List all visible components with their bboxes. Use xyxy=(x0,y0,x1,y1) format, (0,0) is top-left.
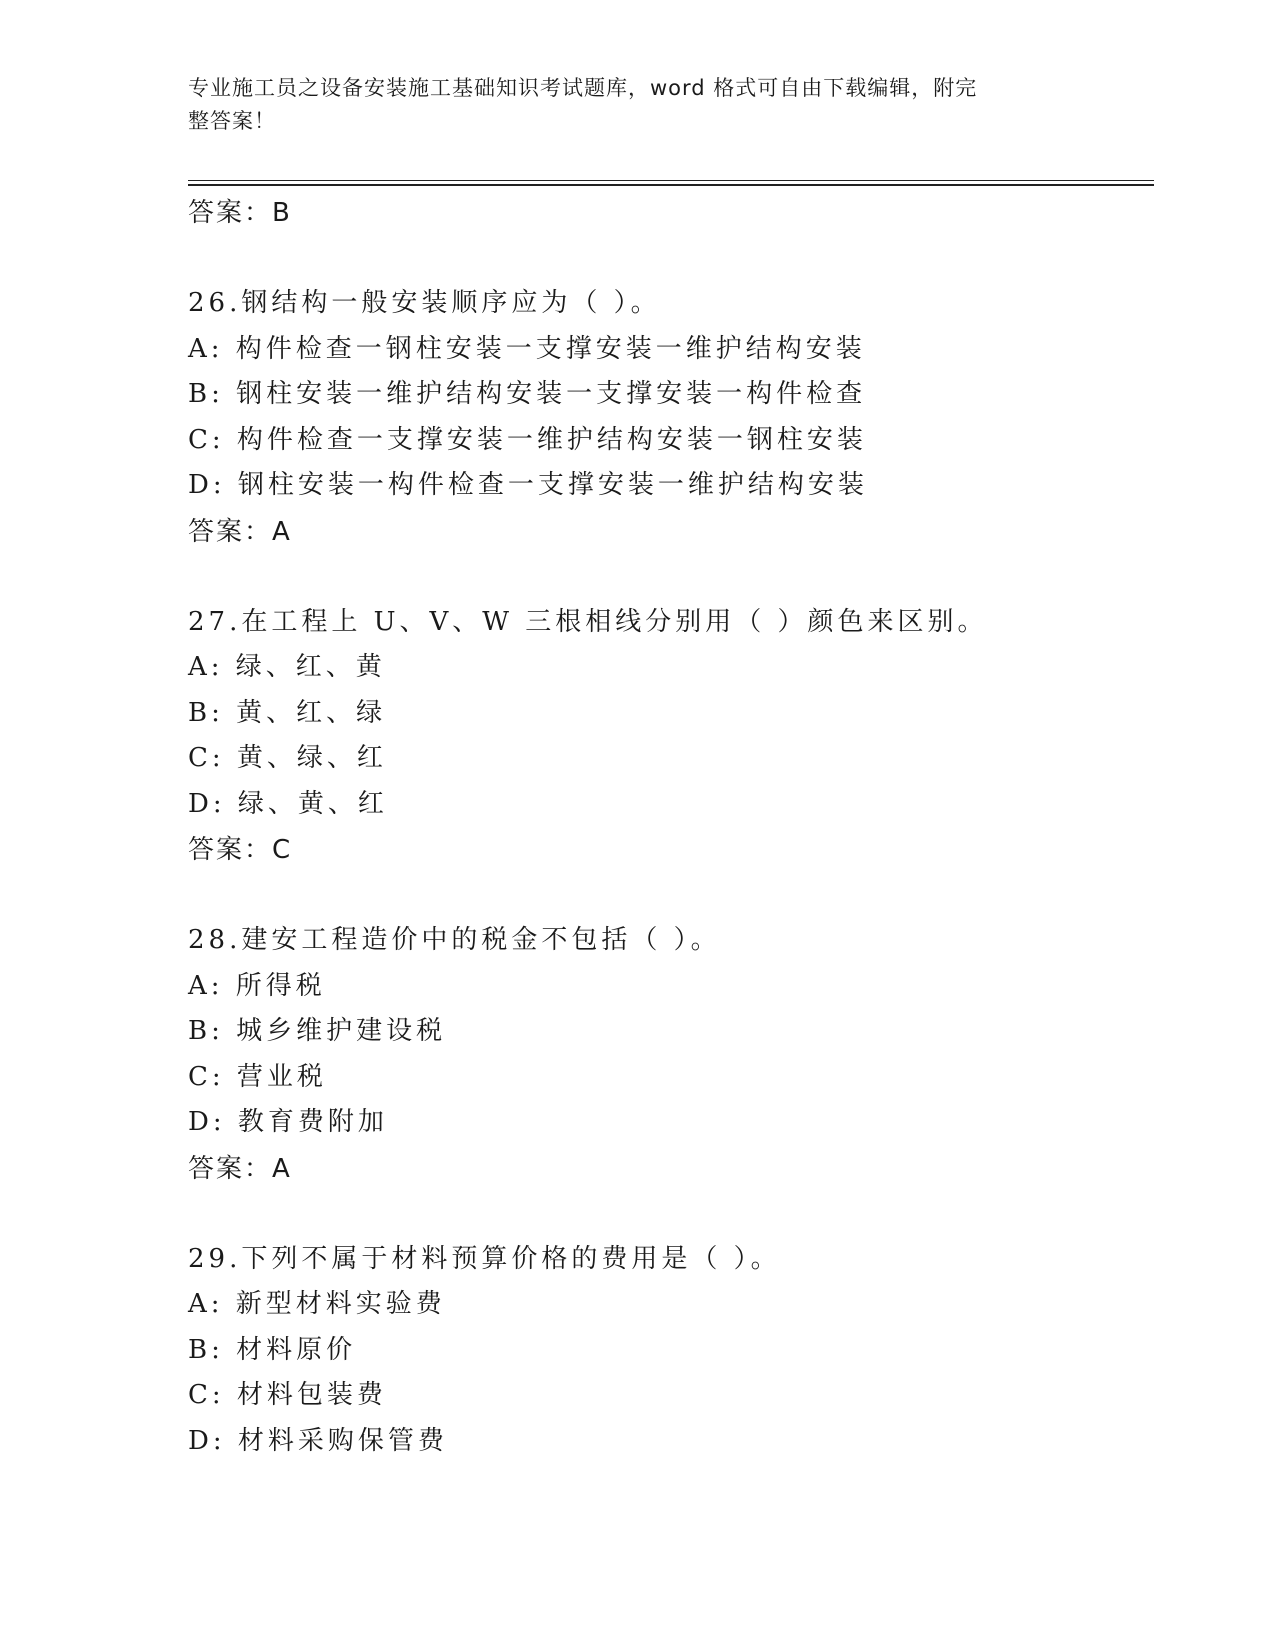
option-d: D: 教育费附加 xyxy=(188,1107,388,1137)
option-a: A: 构件检查一钢柱安装一支撑安装一维护结构安装 xyxy=(188,333,866,364)
question-27 xyxy=(188,600,1154,874)
option-b: B: 材料原价 xyxy=(188,1334,357,1365)
spacer xyxy=(188,1192,1154,1237)
question-29 xyxy=(188,1237,1154,1465)
option-d: D: 绿、黄、红 xyxy=(188,788,388,819)
answer-line: 答案：B xyxy=(188,198,292,228)
question-stem: 26.钢结构一般安装顺序应为（ ）。 xyxy=(188,288,661,318)
header-rule-thick xyxy=(188,184,1154,186)
header-line-2: 整答案！ xyxy=(188,109,276,133)
option-b: B: 黄、红、绿 xyxy=(188,697,387,728)
question-stem: 29.下列不属于材料预算价格的费用是（ ）。 xyxy=(188,1243,781,1274)
header-rule-thin xyxy=(188,180,1154,181)
option-c: C: 黄、绿、红 xyxy=(188,743,387,773)
option-a: A: 绿、红、黄 xyxy=(188,652,386,682)
answer-line: 答案：A xyxy=(188,516,292,547)
option-c: C: 营业税 xyxy=(188,1061,327,1092)
option-b: B: 城乡维护建设税 xyxy=(188,1016,447,1046)
answer-line: 答案：A xyxy=(188,1153,292,1184)
spacer xyxy=(188,873,1154,918)
page-header xyxy=(188,72,1068,138)
option-b: B: 钢柱安装一维护结构安装一支撑安装一构件检查 xyxy=(188,379,867,409)
option-a: A: 新型材料实验费 xyxy=(188,1289,446,1319)
option-d: D: 材料采购保管费 xyxy=(188,1425,448,1456)
spacer xyxy=(188,236,1154,281)
question-28 xyxy=(188,918,1154,1192)
option-d: D: 钢柱安装一构件检查一支撑安装一维护结构安装 xyxy=(188,470,868,500)
question-26 xyxy=(188,281,1154,555)
spacer xyxy=(188,555,1154,600)
question-stem: 28.建安工程造价中的税金不包括（ ）。 xyxy=(188,925,721,955)
question-list xyxy=(188,190,1154,1464)
answer-line: 答案：C xyxy=(188,835,293,865)
option-c: C: 构件检查一支撑安装一维护结构安装一钢柱安装 xyxy=(188,424,867,455)
question-stem: 27.在工程上 U、V、W 三根相线分别用（ ）颜色来区别。 xyxy=(188,606,988,637)
option-c: C: 材料包装费 xyxy=(188,1380,387,1410)
header-line-1: 专业施工员之设备安装施工基础知识考试题库，word 格式可自由下载编辑，附完 xyxy=(188,76,978,100)
option-a: A: 所得税 xyxy=(188,970,326,1001)
